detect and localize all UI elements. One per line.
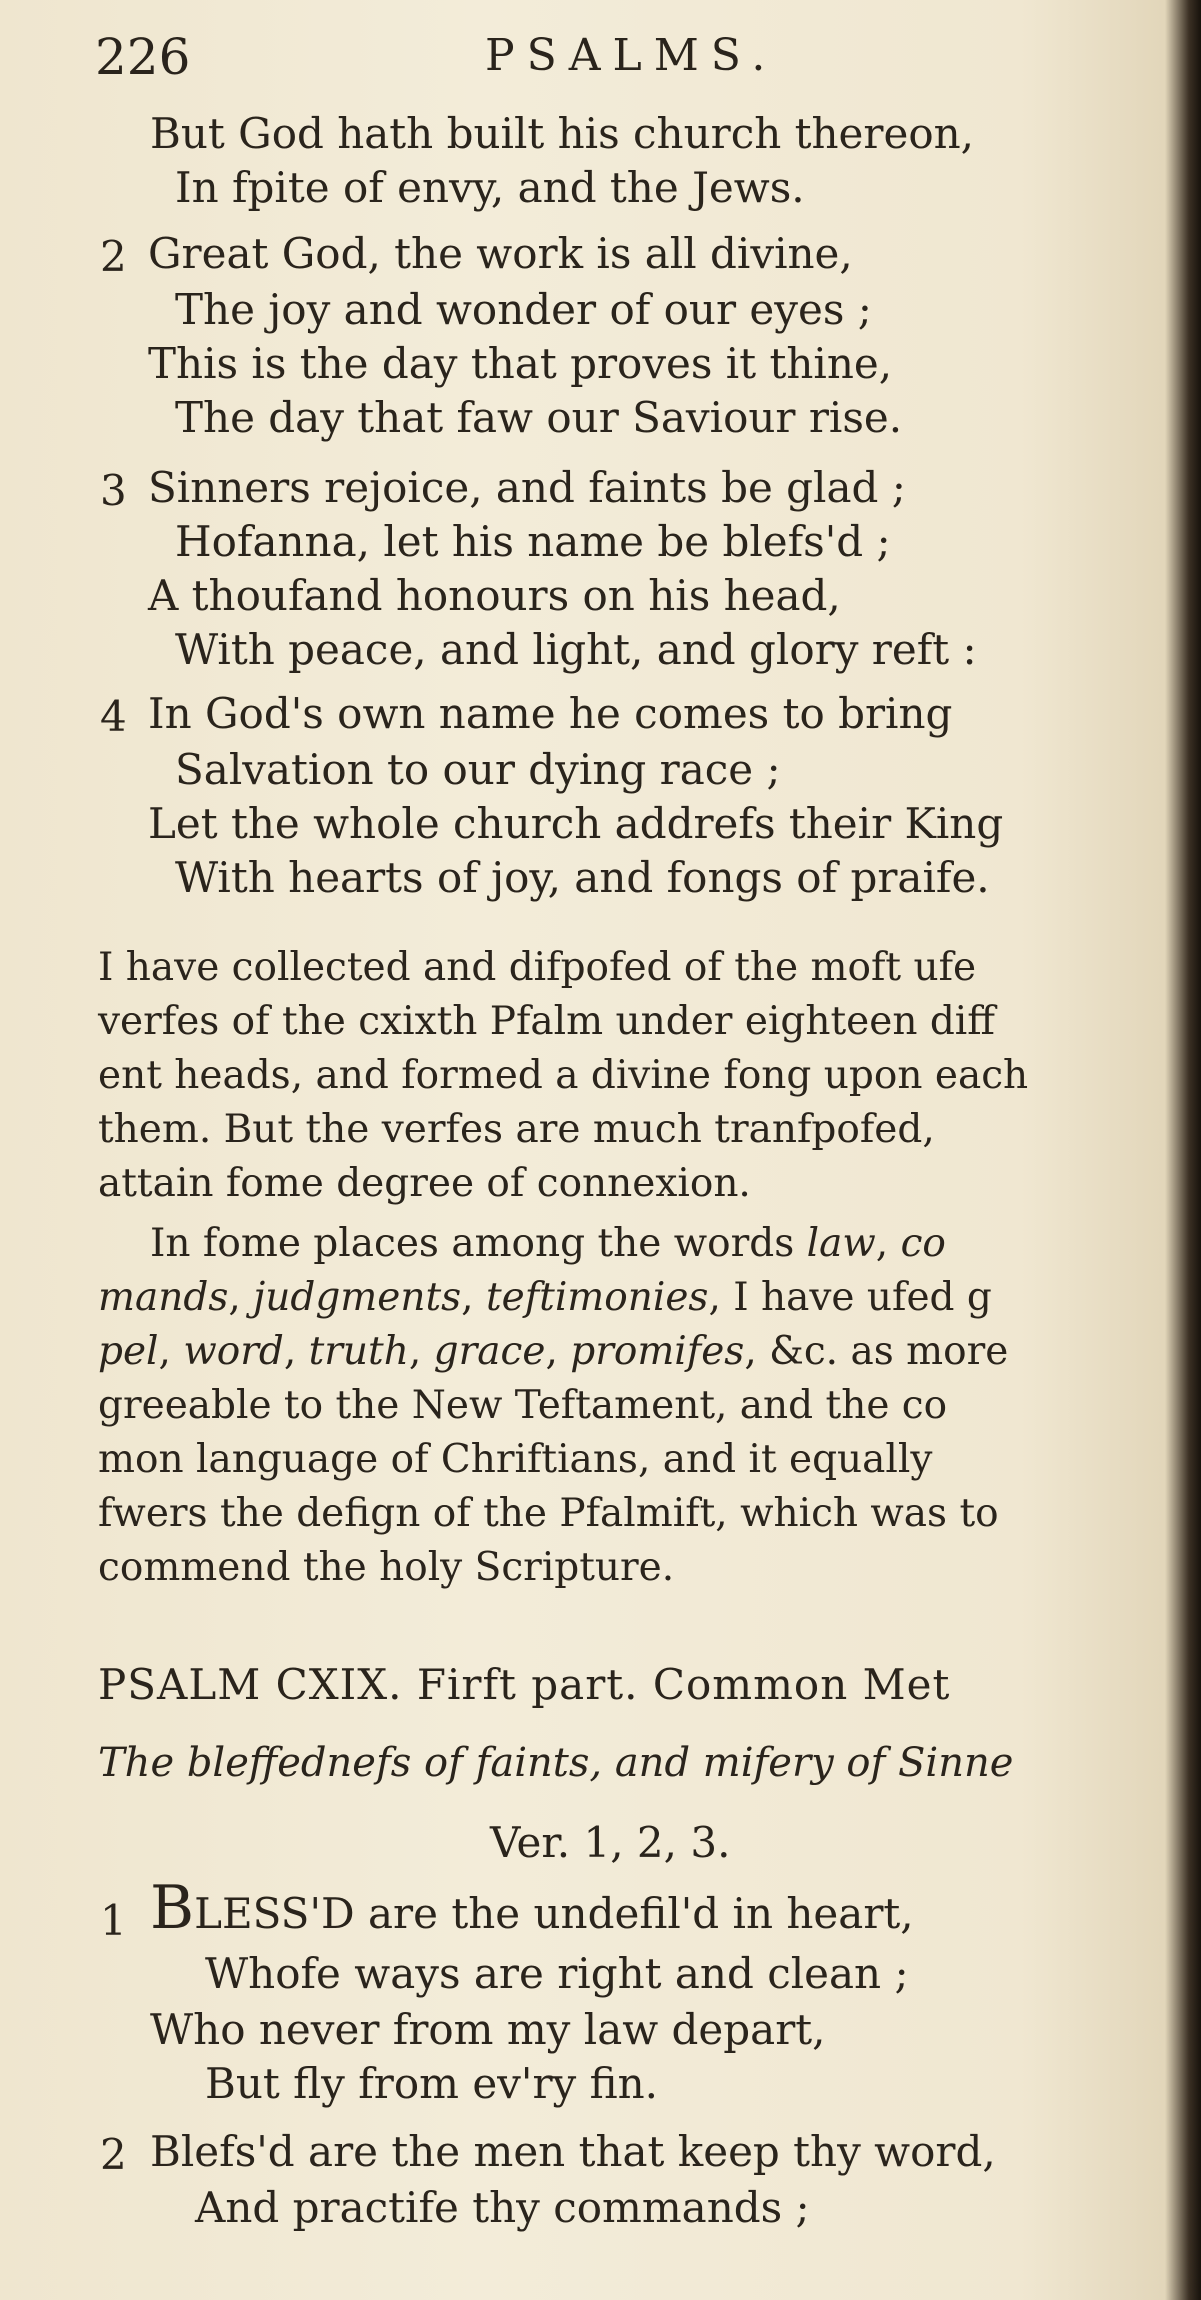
verse-line xyxy=(150,1873,914,1943)
note-line: greeable to the New Teftament, and the co xyxy=(98,1383,948,1428)
verse-reference: Ver. 1, 2, 3. xyxy=(490,1818,731,1867)
verse-line: The joy and wonder of our eyes ; xyxy=(175,285,872,334)
verse-line: With hearts of joy, and fongs of praife. xyxy=(175,853,990,902)
psalm-subtitle: The bleffednefs of faints, and mifery of Sinne xyxy=(98,1740,1014,1786)
note-line xyxy=(150,1216,946,1272)
verse-line: Who never from my law depart, xyxy=(150,2005,826,2054)
stanza-number: 2 xyxy=(100,2130,127,2179)
note-text: , xyxy=(408,1329,434,1374)
note-text: In fome places among the words xyxy=(150,1221,807,1266)
note-text: , xyxy=(545,1329,571,1374)
italic-word: promifes xyxy=(570,1329,745,1374)
stanza-number: 2 xyxy=(100,232,127,281)
italic-word: teftimonies xyxy=(485,1275,709,1320)
italic-word: mands xyxy=(98,1275,229,1320)
stanza-number: 4 xyxy=(100,692,127,741)
verse-line: A thoufand honours on his head, xyxy=(148,571,841,620)
note-line: verfes of the cxixth Pfalm under eighteen diff xyxy=(98,999,995,1044)
verse-line: But fly from ev'ry fin. xyxy=(205,2059,659,2108)
verse-line: Sinners rejoice, and faints be glad ; xyxy=(148,463,906,512)
verse-line: Whofe ways are right and clean ; xyxy=(205,1949,909,1998)
page-header xyxy=(95,28,1145,88)
verse-line: In God's own name he comes to bring xyxy=(148,689,953,738)
verse-line: Hofanna, let his name be blefs'd ; xyxy=(175,517,891,566)
italic-word: law xyxy=(806,1221,876,1266)
note-text: , &c. as more xyxy=(744,1329,1009,1374)
note-text: , xyxy=(158,1329,184,1374)
note-text: , xyxy=(875,1221,901,1266)
verse-line: And practife thy commands ; xyxy=(195,2183,810,2232)
verse-line: Let the whole church addrefs their King xyxy=(148,799,1004,848)
italic-word: judgments xyxy=(253,1275,462,1320)
note-line: fwers the defign of the Pfalmift, which was to xyxy=(98,1491,999,1536)
note-text: , xyxy=(283,1329,309,1374)
italic-word: truth xyxy=(308,1329,409,1374)
note-line: attain fome degree of connexion. xyxy=(98,1161,751,1206)
note-line: I have collected and difpofed of the moft ufe xyxy=(98,945,977,990)
verse-line: The day that faw our Saviour rise. xyxy=(175,393,903,442)
page-number: 226 xyxy=(95,28,191,86)
drop-cap: B xyxy=(150,1873,195,1943)
verse-line: Salvation to our dying race ; xyxy=(175,745,781,794)
verse-line: With peace, and light, and glory reft : xyxy=(175,625,977,674)
verse-line: Great God, the work is all divine, xyxy=(148,229,853,278)
note-line: mon language of Chriftians, and it equally xyxy=(98,1437,933,1482)
note-line: them. But the verfes are much tranfpofed, xyxy=(98,1107,935,1152)
note-text: , xyxy=(228,1275,254,1320)
italic-word: word xyxy=(183,1329,284,1374)
stanza-number: 1 xyxy=(100,1896,127,1945)
italic-word: pel xyxy=(98,1329,159,1374)
verse-line: Blefs'd are the men that keep thy word, xyxy=(150,2127,996,2176)
note-line: ent heads, and formed a divine fong upon each xyxy=(98,1053,1029,1098)
stanza-number: 3 xyxy=(100,466,127,515)
verse-line: In fpite of envy, and the Jews. xyxy=(175,163,805,212)
note-text: , I have ufed g xyxy=(708,1275,992,1320)
note-line: commend the holy Scripture. xyxy=(98,1545,675,1590)
verse-text: LESS'D are the undefil'd in heart, xyxy=(194,1889,914,1938)
italic-word: grace xyxy=(433,1329,546,1374)
italic-word: co xyxy=(900,1221,946,1266)
verse-line: This is the day that proves it thine, xyxy=(148,339,893,388)
psalm-heading: PSALM CXIX. Firft part. Common Met xyxy=(98,1660,951,1709)
running-title: PSALMS. xyxy=(485,30,778,81)
note-text: , xyxy=(461,1275,486,1320)
note-line xyxy=(98,1270,992,1326)
verse-line: But God hath built his church thereon, xyxy=(150,109,975,158)
note-line xyxy=(98,1324,1008,1380)
